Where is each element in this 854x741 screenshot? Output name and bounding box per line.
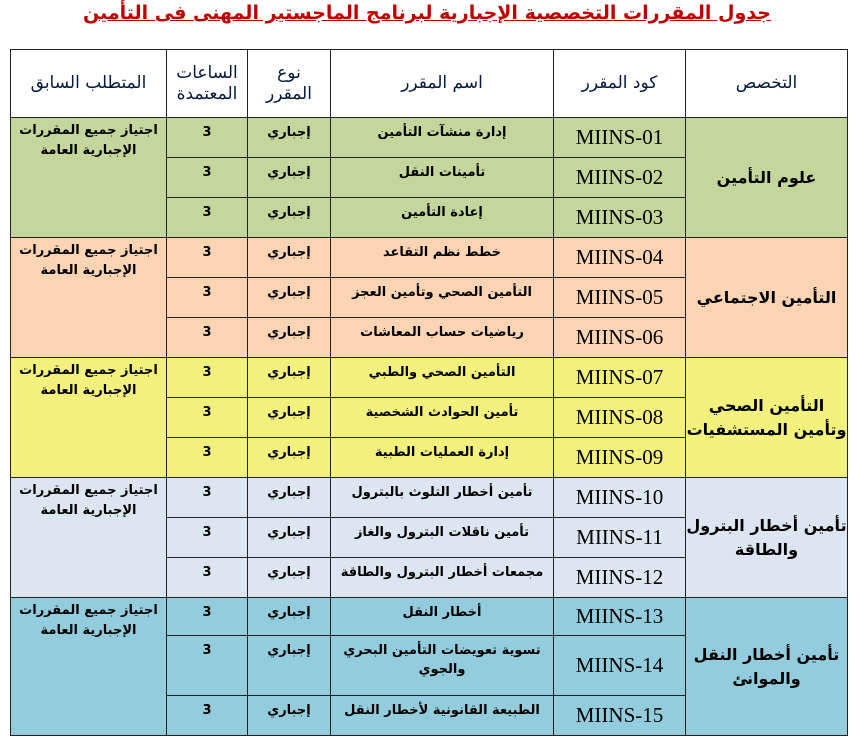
credit-hours-cell: 3 (167, 118, 248, 158)
credit-hours-cell: 3 (167, 558, 248, 598)
header-course-code: كود المقرر (554, 50, 686, 118)
course-name-cell: أخطار النقل (331, 598, 554, 636)
course-name-cell: رياضيات حساب المعاشات (331, 318, 554, 358)
course-name-cell: تأمينات النقل (331, 158, 554, 198)
table-row (11, 598, 848, 636)
prerequisite-cell: اجتياز جميع المقررات الإجبارية العامة (11, 118, 167, 238)
specialization-cell: تأمين أخطار البترول والطاقة (686, 478, 848, 598)
course-code-cell: MIINS-08 (554, 398, 686, 438)
course-name-cell: تأمين ناقلات البترول والغاز (331, 518, 554, 558)
course-code-cell: MIINS-06 (554, 318, 686, 358)
prerequisite-cell: اجتياز جميع المقررات الإجبارية العامة (11, 478, 167, 598)
course-code-cell: MIINS-11 (554, 518, 686, 558)
course-type-cell: إجباري (248, 278, 331, 318)
header-credit-hours: الساعات المعتمدة (167, 50, 248, 118)
courses-table (10, 49, 848, 736)
course-code-cell: MIINS-13 (554, 598, 686, 636)
course-code-cell: MIINS-03 (554, 198, 686, 238)
header-course-name: اسم المقرر (331, 50, 554, 118)
credit-hours-cell: 3 (167, 518, 248, 558)
course-type-cell: إجباري (248, 438, 331, 478)
credit-hours-cell: 3 (167, 158, 248, 198)
prerequisite-cell: اجتياز جميع المقررات الإجبارية العامة (11, 358, 167, 478)
table-row (11, 118, 848, 158)
course-type-cell: إجباري (248, 696, 331, 736)
prerequisite-cell: اجتياز جميع المقررات الإجبارية العامة (11, 598, 167, 736)
header-course-type: نوع المقرر (248, 50, 331, 118)
course-name-cell: إعادة التأمين (331, 198, 554, 238)
table-row (11, 358, 848, 398)
course-type-cell: إجباري (248, 358, 331, 398)
specialization-cell: التأمين الصحي وتأمين المستشفيات (686, 358, 848, 478)
course-code-cell: MIINS-14 (554, 636, 686, 696)
course-name-cell: إدارة منشآت التأمين (331, 118, 554, 158)
course-name-cell: مجمعات أخطار البترول والطاقة (331, 558, 554, 598)
course-code-cell: MIINS-12 (554, 558, 686, 598)
table-row (11, 478, 848, 518)
header-prerequisite: المتطلب السابق (11, 50, 167, 118)
specialization-cell: التأمين الاجتماعي (686, 238, 848, 358)
specialization-cell: علوم التأمين (686, 118, 848, 238)
credit-hours-cell: 3 (167, 278, 248, 318)
course-code-cell: MIINS-10 (554, 478, 686, 518)
course-type-cell: إجباري (248, 158, 331, 198)
course-type-cell: إجباري (248, 598, 331, 636)
course-code-cell: MIINS-02 (554, 158, 686, 198)
course-type-cell: إجباري (248, 318, 331, 358)
course-name-cell: تأمين الحوادث الشخصية (331, 398, 554, 438)
course-type-cell: إجباري (248, 558, 331, 598)
course-type-cell: إجباري (248, 238, 331, 278)
table-header-row (11, 50, 848, 118)
document-title: جدول المقررات التخصصية الإجبارية لبرنامج الماجستير المهنى فى التأمين (83, 2, 771, 24)
course-code-cell: MIINS-04 (554, 238, 686, 278)
credit-hours-cell: 3 (167, 238, 248, 278)
course-code-cell: MIINS-01 (554, 118, 686, 158)
course-type-cell: إجباري (248, 518, 331, 558)
course-name-cell: التأمين الصحي وتأمين العجز (331, 278, 554, 318)
credit-hours-cell: 3 (167, 398, 248, 438)
credit-hours-cell: 3 (167, 598, 248, 636)
course-type-cell: إجباري (248, 398, 331, 438)
credit-hours-cell: 3 (167, 636, 248, 696)
course-code-cell: MIINS-09 (554, 438, 686, 478)
credit-hours-cell: 3 (167, 358, 248, 398)
header-specialization: التخصص (686, 50, 848, 118)
course-type-cell: إجباري (248, 198, 331, 238)
course-name-cell: إدارة العمليات الطبية (331, 438, 554, 478)
prerequisite-cell: اجتياز جميع المقررات الإجبارية العامة (11, 238, 167, 358)
specialization-cell: تأمين أخطار النقل والموانئ (686, 598, 848, 736)
course-code-cell: MIINS-07 (554, 358, 686, 398)
course-name-cell: خطط نظم التقاعد (331, 238, 554, 278)
table-row (11, 238, 848, 278)
course-name-cell: الطبيعة القانونية لأخطار النقل (331, 696, 554, 736)
credit-hours-cell: 3 (167, 318, 248, 358)
credit-hours-cell: 3 (167, 198, 248, 238)
course-name-cell: تأمين أخطار التلوث بالبترول (331, 478, 554, 518)
course-name-cell: تسوية تعويضات التأمين البحري والجوي (331, 636, 554, 696)
course-type-cell: إجباري (248, 478, 331, 518)
course-name-cell: التأمين الصحي والطبي (331, 358, 554, 398)
credit-hours-cell: 3 (167, 696, 248, 736)
course-type-cell: إجباري (248, 636, 331, 696)
credit-hours-cell: 3 (167, 438, 248, 478)
course-type-cell: إجباري (248, 118, 331, 158)
course-code-cell: MIINS-05 (554, 278, 686, 318)
course-code-cell: MIINS-15 (554, 696, 686, 736)
credit-hours-cell: 3 (167, 478, 248, 518)
